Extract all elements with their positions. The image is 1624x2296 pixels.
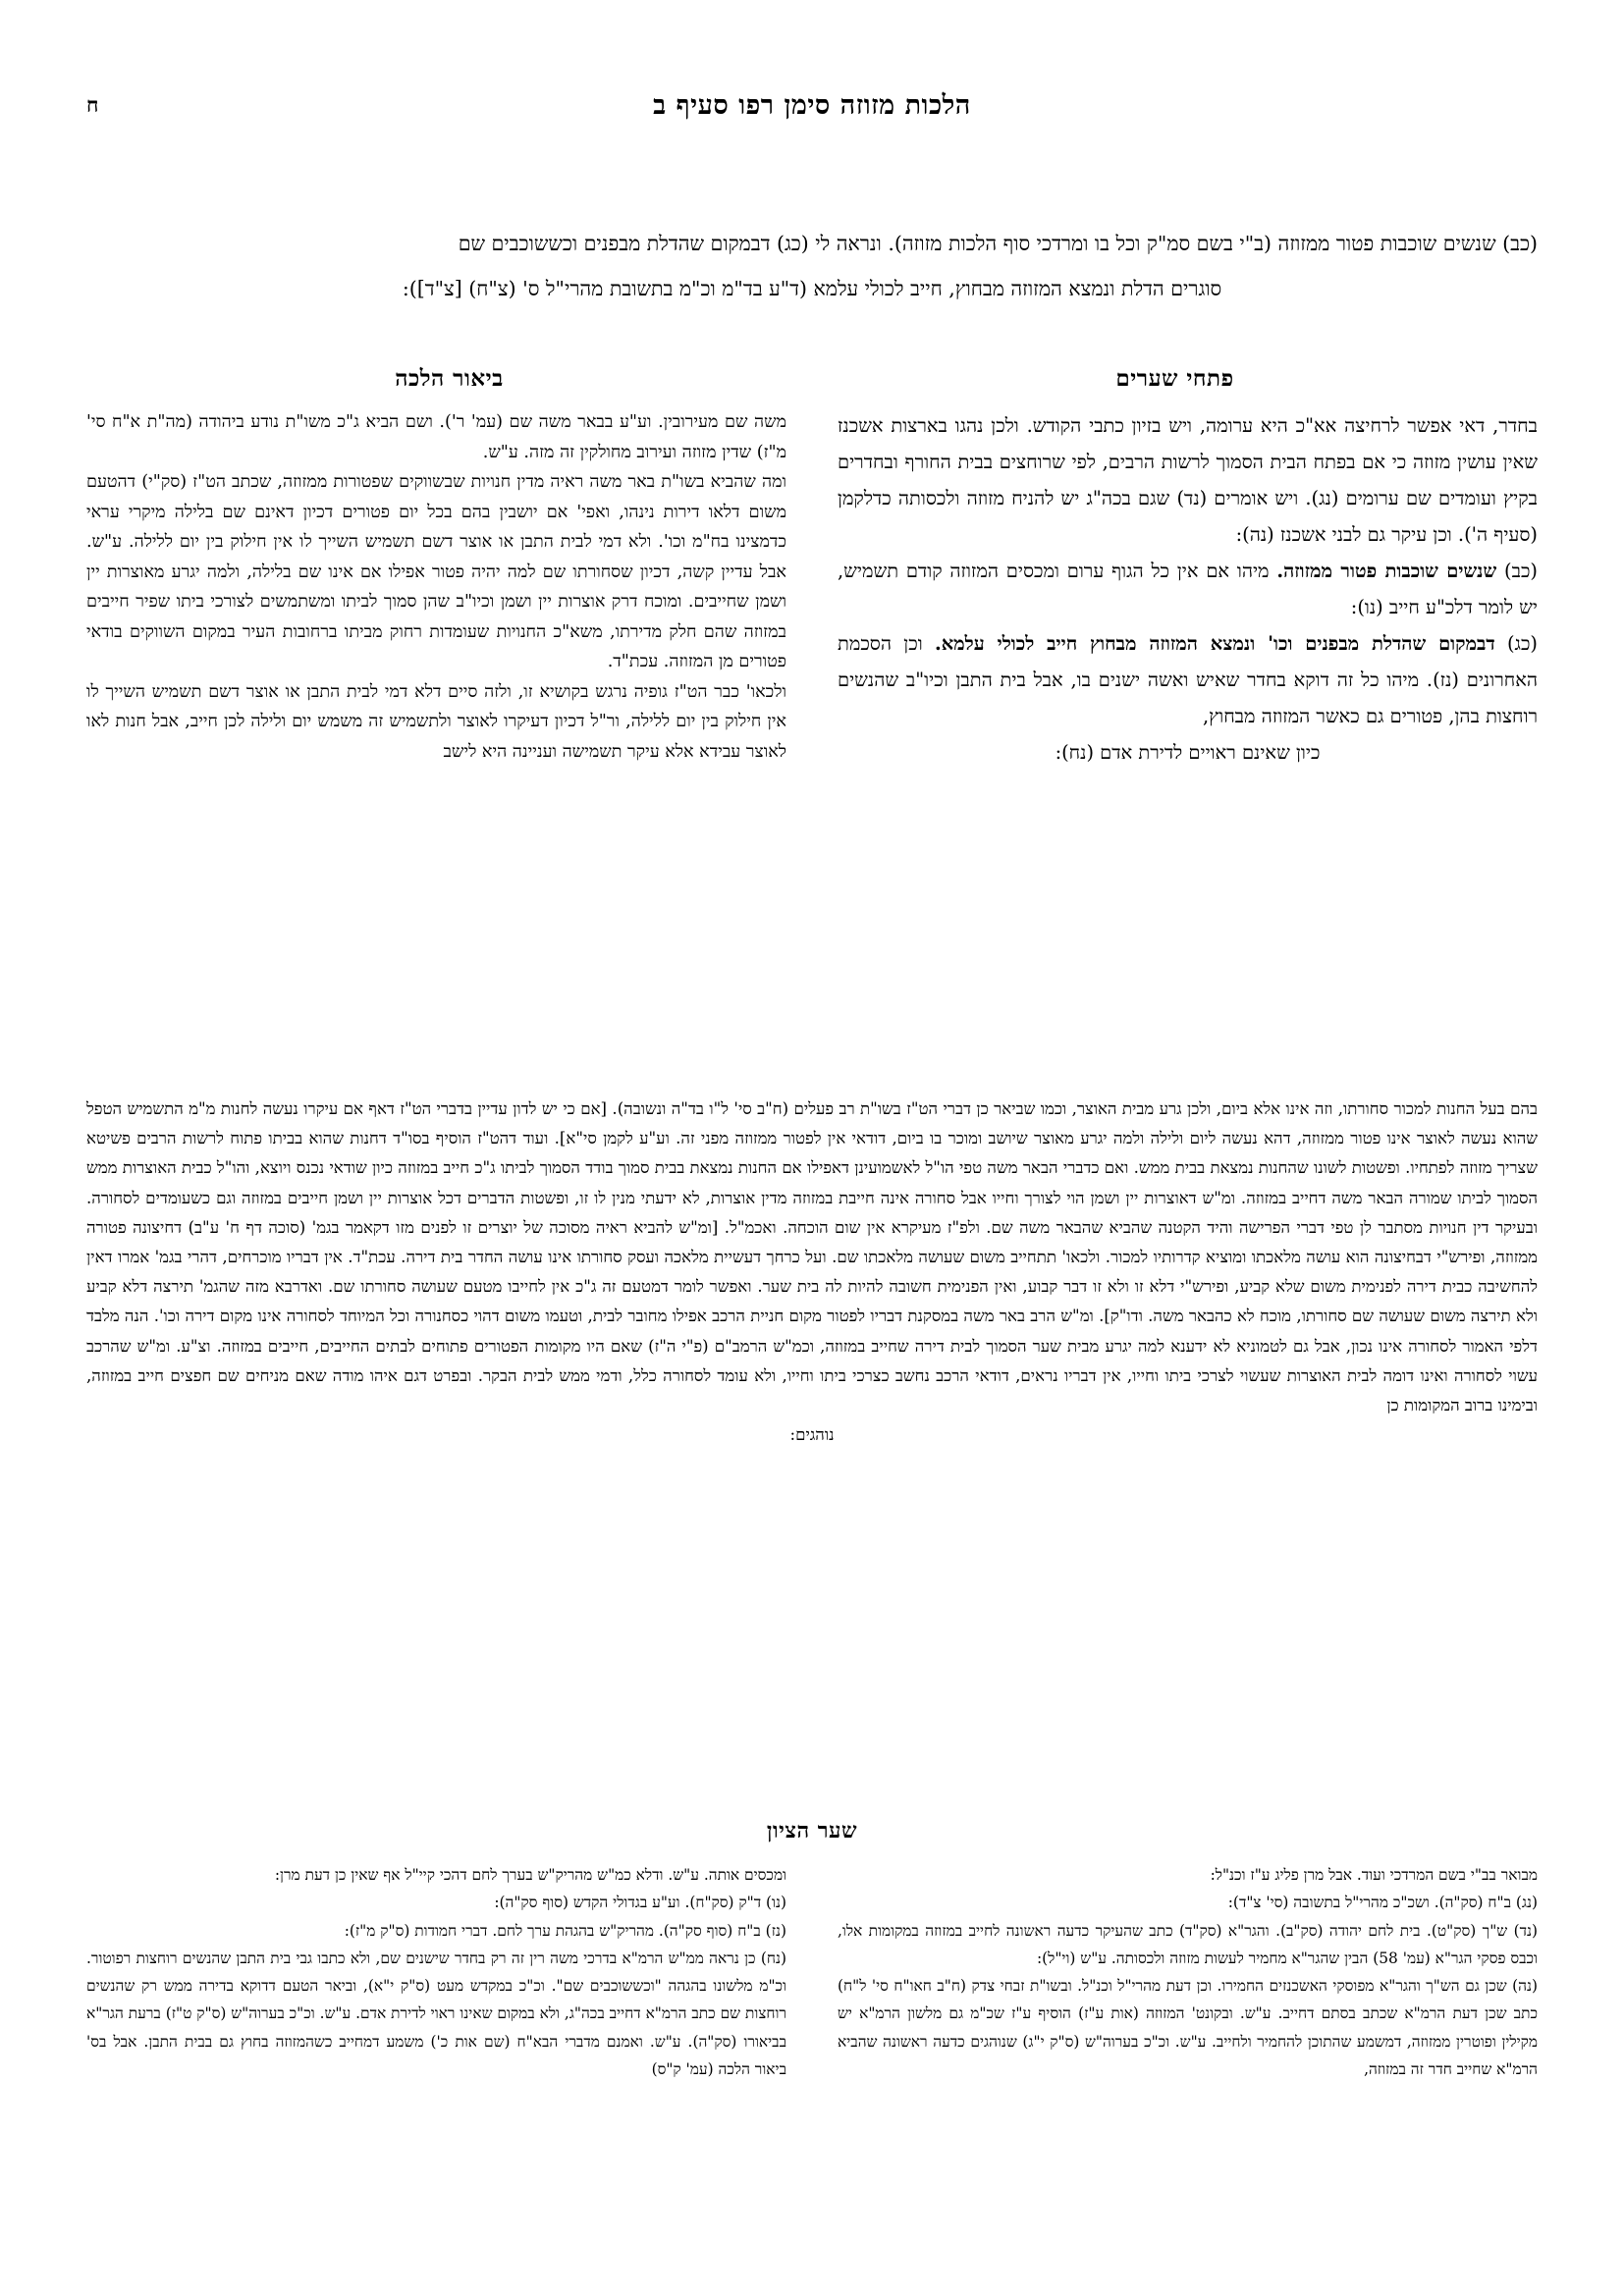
wide-paragraph-2: נוהגים:	[789, 1425, 835, 1445]
column-pitchei-shearim	[838, 407, 1538, 771]
tziyun-right-note-1: מבואר בב"י בשם המרדכי ועוד. אבל מרן פליג ע"ז וכנ"ל:	[1210, 1866, 1538, 1884]
ps-paragraph-1: בחדר, דאי אפשר לרחיצה אא"כ היא ערומה, ויש בזיון כתבי הקודש. ולכן נהגו בארצות אשכנז שאין עושין מזוזה כי אם בפתח הבית הסמוך לרשות הרבים, לפי שרוחצים בבית החורף ובחדרים בקיץ ועומדים שם ערומים (נג). ויש אומרים (נד) שגם בכה"ג יש להניח מזוזה ולכסותה כדלקמן (סעיף ה'). וכן עיקר גם לבני אשכנז (נה):	[838, 414, 1538, 546]
shaar-hatziyun-columns	[86, 1861, 1538, 2083]
tziyun-left-note-3: (נז) ב"ח (סוף סק"ה). מהריק"ש בהגהת ערך לחם. דברי חמודות (ס"ק מ"ז):	[344, 1921, 786, 1940]
tziyun-left-note-4: (נח) כן נראה ממ"ש הרמ"א בדרכי משה רין זה רק בחדר שישנים שם, ולא כתבו גבי בית התבן שהנשים רוחצות רפוטור. וכ"מ מלשונו בהגהה "וכששוכבים שם". וכ"כ במקדש מעט (ס"ק י"א), וביאר הטעם דדוקא בדירה ממש רק שהנשים רוחצות שם כתב הרמ"א דחייב בכה"ג, ולא במקום שאינו ראוי לדירת אדם. ע"ש. וכ"כ בערוה"ש (ס"ק ט"ז) ברעת הגר"א בביאורו (סק"ה). ע"ש. ואמנם מדברי הבא"ח (שם אות כ') משמע דמחייב כשהמזוזה בחוץ גם בבית התבן. אבל בס' ביאור הלכה (עמ' ק"ס)	[86, 1949, 786, 2079]
wide-paragraph-1: בהם בעל החנות למכור סחורתו, וזה אינו אלא ביום, ולכן גרע מבית האוצר, וכמו שביאר כן דברי הט"ז בשו"ת רב פעלים (ח"ב סי' ל"ו בד"ה ונשובה). [אם כי יש לדון עדיין בדברי הט"ז דאף אם עיקרו נעשה לחנות מ"מ התשמיש הטפל שהוא נעשה לאוצר אינו פטור ממזוזה, דהא נעשה ליום ולילה ולמה יגרע מאוצר שיושב ומוכר בו ביום, דודאי אין לפטור ממזוזה מפני זה. וע"ע לקמן סי"א]. ועוד דהט"ז הוסיף בסו"ד דחנות שהוא בביתו פתוח לרשות הרבים פשיטא שצריך מזוזה לפתחיו. ופשטות לשונו שהחנות נמצאת בבית ממש. ואם כדברי הבאר משה טפי הו"ל לאשמועינן דאפילו אם החנות נמצאת בבית סמוך בודד הסמוך לביתו ג"כ חייב במזוזה כיון שודאי נכנס ויוצא, והו"ל כבית האוצרות ממש הסמוך לביתו שמורה הבאר משה דחייב במזוזה. ומ"ש דאוצרות יין ושמן הוי לצורך וחייו אבל סחורה אינה חייבת במזוזה מדין אוצרות, לא ידעתי מנין לו זו, ופשטות הדברים דכל אוצרות יין ושמן חייבים במזוזה וגם כשעומדים לסחורה. ובעיקר דין חנויות מסתבר לן טפי דברי הפרישה והיד הקטנה שהביא שהבאר משה שם. ולפ"ז מעיקרא אין שום הוכחה. ואכמ"ל. [ומ"ש להביא ראיה מסוכה של יוצרים זו לפנים מזו דקאמר בגמ' (סוכה דף ח' ע"ב) דחיצונה פטורה ממזוזה, ופירש"י דבחיצונה הוא עושה מלאכתו ומוציא קדרותיו למכור. ולכאו' תתחייב משום שעושה מלאכתו שם. ועל כרחך דעשיית מלאכה ועסק סחורתו אינו עושה החדר בית דירה. עכת"ד. אין דבריו מוכרחים, דהרי בגמ' אמרו דאין להחשיבה כבית דירה לפנימית משום שלא קביע, ופירש"י דלא זו ולא זו דבר קבוע, ואין הפנימית חשובה להיות לה בית שער. ואפשר לומר דמטעם זה ג"כ אין לחייבו מטעם שעושה סחורתו שם. ואדרבא מזה שהגמ' תירצה דלא קביע ולא תירצה משום שעושה שם סחורתו, מוכח לא כהבאר משה. ודו"ק]. ומ"ש הרב באר משה במסקנת דבריו לפטור מקום חניית הרכב אפילו מחובר לבית, וטעמו משום דהוי כסחנורה וכל המיוחד לסחורה אינו מקום דירה וכו'. הנה מלבד דלפי האמור לסחורה אינו נכון, אבל גם לטמוניא לא ידענא למה יגרע מבית שער הסמוך לבית דירה שחייב במזוזה, וכמ"ש הרמב"ם (פ"י ה"ז) שאם היו מקומות הפטורים פתוחים לבתים החייבים, חייבים במזוזה. וצ"ע. ומ"ש שהרכב עשוי לסחורה ואינו דומה לבית האוצרות שעשוי לצרכי ביתו וחייו, אין דבריו נראים, דודאי הרכב נחשב כצרכי ביתו וחייו, ולא עומד לסחורה כלל, ודמי ממש לבית הבקר. ובפרט דגם איהו מודה שאם מניחים שם חפצים חייב במזוזה, ובימינו ברוב המקומות כן	[86, 1099, 1539, 1415]
page-title: הלכות מזוזה סימן רפו סעיף ב	[653, 90, 971, 121]
bh-paragraph-3: ולכאו' כבר הט"ז גופיה נרגש בקושיא זו, ולזה סיים דלא דמי לבית התבן או אוצר דשם תשמיש השייך לו אין חילוק בין יום ללילה, ור"ל דכיון דעיקרו לאוצר ולתשמיש זה משמש יום ולילה לכן חייב, אבל חנות לאו לאוצר עבידא אלא עיקר תשמישה ועניינה היא לישב	[86, 681, 786, 762]
two-column-body	[86, 407, 1538, 771]
tziyun-column-right	[838, 1861, 1538, 2083]
tziyun-right-note-2: (נג) ב"ח (סק"ה). ושכ"כ מהרי"ל בתשובה (סי' צ"ד):	[1227, 1894, 1538, 1912]
intro-paragraph	[86, 221, 1538, 311]
tziyun-left-note-1: ומכסים אותה. ע"ש. ודלא כמ"ש מהריק"ש בערך לחם דהכי קיי"ל אף שאין כן דעת מרן:	[274, 1866, 786, 1884]
tziyun-right-note-4: (נה) שכן גם הש"ך והגר"א מפוסקי האשכנזים החמירו. וכן דעת מהרי"ל וכנ"ל. ובשו"ת זבחי צדק (ח"ב חאו"ח סי' ל"ח) כתב שכן דעת הרמ"א שכתב בסתם דחייב. ע"ש. ובקונט' המזוזה (אות ע"ז) הוסיף ע"ז שכ"מ גם מלשון הרמ"א יש מקילין ופוטרין ממזוזה, דמשמע שהתוכן להחמיר ולחייב. ע"ש. וכ"כ בערוה"ש (ס"ק י"ג) שנוהגים כדעה ראשונה שהביא הרמ"א שחייב חדר זה במזוזה,	[838, 1977, 1538, 2079]
heading-pitchei-shearim: פתחי שערים	[1115, 365, 1234, 392]
ps-paragraph-4: כיון שאינם ראויים לדירת אדם (נח):	[1055, 741, 1321, 764]
tziyun-left-note-2: (נו) ד"ק (סק"ח). וע"ע בגדולי הקדש (סוף סק"ה):	[494, 1894, 786, 1912]
column-beur-halacha	[86, 407, 786, 771]
tziyun-right-note-3: (נד) ש"ך (סק"ט). בית לחם יהודה (סק"ב). והגר"א (סק"ד) כתב שהעיקר כדעה ראשונה לחייב במזוזה במקומות אלו, וכבס פסקי הגר"א (עמ' 58) הבין שהגר"א מחמיר לעשות מזוזה ולכסותה. ע"ש (וי"ל):	[838, 1921, 1538, 1967]
ps-paragraph-2: (כב) שנשים שוכבות פטור ממזוזה. מיהו אם אין כל הגוף ערום ומכסים המזוזה קודם תשמיש, יש לומר דלכ"ע חייב (נו):	[838, 560, 1538, 618]
bh-paragraph-1: משה שם מעירובין. וע"ע בבאר משה שם (עמ' ר'). ושם הביא ג"כ משו"ת נודע ביהודה (מה"ת א"ח סי' מ"ז) שדין מזוזה ועירוב מחולקין זה מזה. ע"ש.	[86, 412, 786, 462]
intro-line-1: (כב) שנשים שוכבות פטור ממזוזה (ב"י בשם סמ"ק וכל בו ומרדכי סוף הלכות מזוזה). ונראה לי (כג) דבמקום שהדלת מבפנים וכששוכבים שם	[458, 232, 1538, 255]
folio-marker: ח	[86, 92, 99, 117]
bh-paragraph-2: ומה שהביא בשו"ת באר משה ראיה מדין חנויות שבשווקים שפטורות ממזוזה, שכתב הט"ז (סק"י) דהטעם משום דלאו דירות נינהו, ואפי' אם יושבין בהם בכל יום פטורים דכיון דאינם שם בלילה מיקרי עראי כדמצינו בח"מ וכו'. ולא דמי לבית התבן או אוצר דשם תשמיש השייך לו אין חילוק בין יום ללילה. ע"ש. אבל עדיין קשה, דכיון שסחורתו שם למה יהיה פטור אפילו אם אינו שם בלילה, ולמה יגרע מאוצרות יין ושמן שחייבים. ומוכח דרק אוצרות יין ושמן וכיו"ב שהן סמוך לביתו ומשתמשים לצורכי ביתו שפיר חייבים במזוזה שהם חלק מדירתו, משא"כ החנויות שעומדות רחוק מביתו ברחובות העיר במקום השווקים בודאי פטורים מן המזוזה. עכת"ד.	[86, 472, 786, 671]
heading-beur-halacha: ביאור הלכה	[395, 365, 504, 392]
wide-commentary-block	[86, 1095, 1538, 1450]
intro-line-2: סוגרים הדלת ונמצא המזוזה מבחוץ, חייב לכולי עלמא (ד"ע בד"מ וכ"מ בתשובת מהרי"ל ס' (צ"ח) [צ"ד]):	[402, 277, 1222, 300]
page-header	[86, 90, 1538, 135]
tziyun-column-left	[86, 1861, 786, 2083]
column-headings	[86, 365, 1538, 392]
ps-paragraph-3: (כג) דבמקום שהדלת מבפנים וכו' ונמצא המזוזה מבחוץ חייב לכולי עלמא. וכן הסכמת האחרונים (נז). מיהו כל זה דוקא בחדר שאיש ואשה ישנים בו, אבל בית התבן וכיו"ב שהנשים רוחצות בהן, פטורים גם כאשר המזוזה מבחוץ,	[838, 632, 1538, 727]
heading-shaar-hatziyun: שער הציון	[766, 1818, 858, 1843]
